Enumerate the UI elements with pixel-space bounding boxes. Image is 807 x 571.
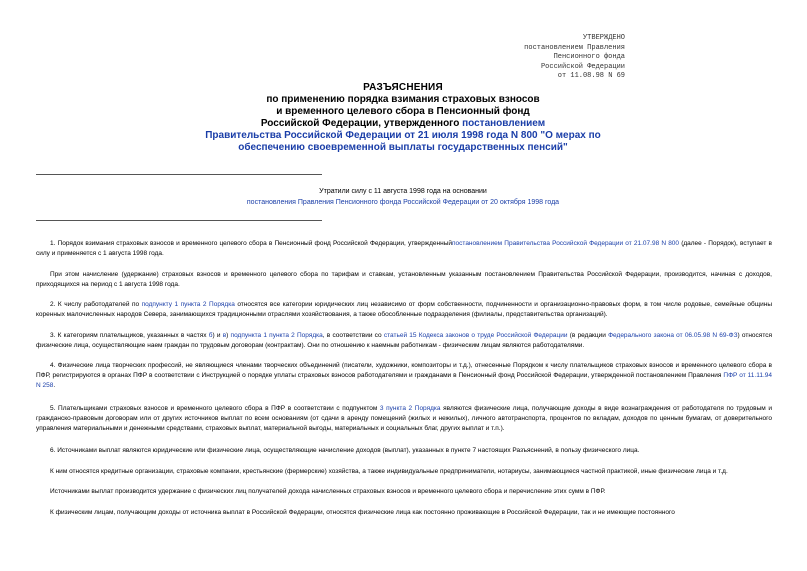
divider-bottom	[36, 220, 322, 221]
paragraph-text: являются физические лица, получающие доходы в виде вознаграждения от работодателя по трудовым и гражданско-правовым договорам или от других источников выплат по всем основаниям (от сдачи в аренду помещений (жилых и нежилых), личного автотранспорта, процентов по вкладам, доходов по ценным бумагам, от доверительного управления материальными и денежными средствами, страховых выплат, материальной выгоды, материальных и социальных благ, других выплат и т.п.).	[36, 404, 772, 432]
paragraph-text: 3. К категориям плательщиков, указанных в частях	[50, 331, 209, 339]
paragraph	[36, 239, 772, 259]
paragraph-text: относятся все категории юридических лиц независимо от форм собственности, подчиненности и организационно-правовых форм, в том числе родовые, семейные общины коренных малочисленных народов Севера, занимающихся традиционными отраслями хозяйствования, а также обособленные подразделения (филиалы, представительства организаций).	[36, 301, 772, 318]
labor-code-link[interactable]: статьей 15 Кодекса законов о труде Российской Федерации	[383, 331, 568, 339]
title-line: и временного целевого сбора в Пенсионный фонд	[276, 106, 530, 117]
order-link[interactable]: б	[208, 331, 213, 339]
approval-line: от 11.08.98 N 69	[557, 72, 625, 80]
paragraph-text: , в соответствии со	[322, 331, 384, 339]
pfr-resolution-link[interactable]: ПФР от 11.11.94 N 258	[36, 372, 772, 389]
paragraph-text: 1. Порядок взимания страховых взносов и временного целевого сбора в Пенсионный фонд Российской Федерации, утвержденный	[50, 240, 453, 247]
order-link[interactable]: подпункта 1 пункта 2 Порядка	[230, 331, 323, 339]
approval-line: УТВЕРЖДЕНО	[582, 34, 625, 42]
paragraph-text: 4. Физические лица творческих профессий, не являющиеся членами творческих объединений (писатели, художники, композиторы и т.д.), отнесенные Порядком к числу плательщиков страховых взносов и временного целевого сбора в ПФР, регистрируются в органах ПФР в соответствии с Инструкцией о порядке уплаты страховых взносов работодателями и гражданами в Пенсионный фонд Российской Федерации, утвержденной постановлением Правления	[36, 362, 772, 379]
paragraph: Источниками выплат производится удержание с физических лиц получателей дохода начисленных страховых взносов и временного целевого сбора и перечисление этих сумм в ПФР.	[50, 488, 606, 495]
paragraph-text: (в редакции	[567, 331, 609, 339]
federal-law-link[interactable]: Федерального закона от 06.05.98 N 69-ФЗ	[608, 331, 738, 339]
paragraph	[36, 300, 772, 320]
approval-stamp	[465, 34, 625, 82]
repeal-note	[196, 186, 610, 208]
paragraph	[36, 331, 772, 351]
paragraph: К физическим лицам, получающим доходы от источника выплат в Российской Федерации, относятся физические лица как постоянно проживающие в Российской Федерации, так и не имеющие постоянного	[50, 508, 675, 516]
document-body	[36, 239, 772, 528]
resolution-link[interactable]: Правительства Российской Федерации от 21 июля 1998 года	[205, 130, 509, 141]
title-line: по применению порядка взимания страховых взносов	[266, 94, 540, 105]
paragraph-text: ) и	[212, 331, 223, 339]
approval-line: Российской Федерации	[540, 62, 625, 71]
paragraph-text: 5. Плательщиками страховых взносов и временного целевого сбора в ПФР в соответствии с подпунктом	[50, 404, 380, 412]
paragraph-text: 2. К числу работодателей по	[50, 301, 142, 308]
paragraph	[36, 404, 772, 434]
paragraph-text: .	[53, 382, 56, 389]
title-heading: РАЗЪЯСНЕНИЯ	[363, 82, 443, 93]
resolution-link[interactable]: постановлением	[462, 118, 546, 129]
order-link[interactable]: 3 пункта 2 Порядка	[379, 404, 441, 412]
paragraph-text: (далее - Порядок), вступает в силу и применяется с 1 августа 1998 года.	[36, 240, 773, 257]
paragraph-text: ) относятся физические лица, осуществляющие наем граждан по трудовым договорам (контрактам). Они по отношению к наемным работникам - физическим лицам являются работодателями.	[36, 331, 772, 349]
paragraph: К ним относятся кредитные организации, страховые компании, крестьянские (фермерские) хозяйства, а также индивидуальные предприниматели, нотариусы, занимающиеся частной практикой, иные физические лица и т.д.	[50, 467, 728, 475]
paragraph: При этом начисление (удержание) страховых взносов и временного целевого сбора по тарифам и ставкам, установленным указанным постановлением Правительства Российской Федерации, производится, начиная с доходов, приходящихся на период с 1 августа 1998 года.	[36, 270, 772, 288]
repeal-link[interactable]: постановления Правления Пенсионного фонда Российской Федерации	[246, 199, 480, 206]
repeal-text: Утратили силу с 11 августа 1998 года на основании	[319, 188, 487, 195]
document-title	[196, 82, 610, 154]
order-link[interactable]: подпункту 1 пункта 2 Порядка	[141, 301, 235, 308]
title-text: Российской Федерации, утвержденного	[260, 118, 463, 129]
repeal-link[interactable]: от 20 октября 1998 года	[481, 199, 560, 206]
resolution-link[interactable]: постановлением Правительства Российской Федерации от 21.07.98 N 800	[452, 240, 680, 247]
divider-top	[36, 174, 322, 175]
paragraph-text: )	[226, 331, 231, 339]
order-link[interactable]: в	[222, 331, 227, 339]
title-line	[196, 118, 610, 130]
approval-line: постановлением Правления	[524, 43, 625, 52]
approval-line: Пенсионного фонда	[553, 53, 625, 61]
resolution-link[interactable]: государственных пенсий"	[437, 142, 568, 153]
resolution-link[interactable]: N 800 "О мерах по обеспечению своевременной выплаты	[238, 130, 601, 153]
paragraph	[36, 361, 772, 391]
paragraph: 6. Источниками выплат являются юридические или физические лица, осуществляющие начисление доходов (выплат), указанных в пункте 7 настоящих Разъяснений, в пользу физического лица.	[50, 447, 640, 454]
